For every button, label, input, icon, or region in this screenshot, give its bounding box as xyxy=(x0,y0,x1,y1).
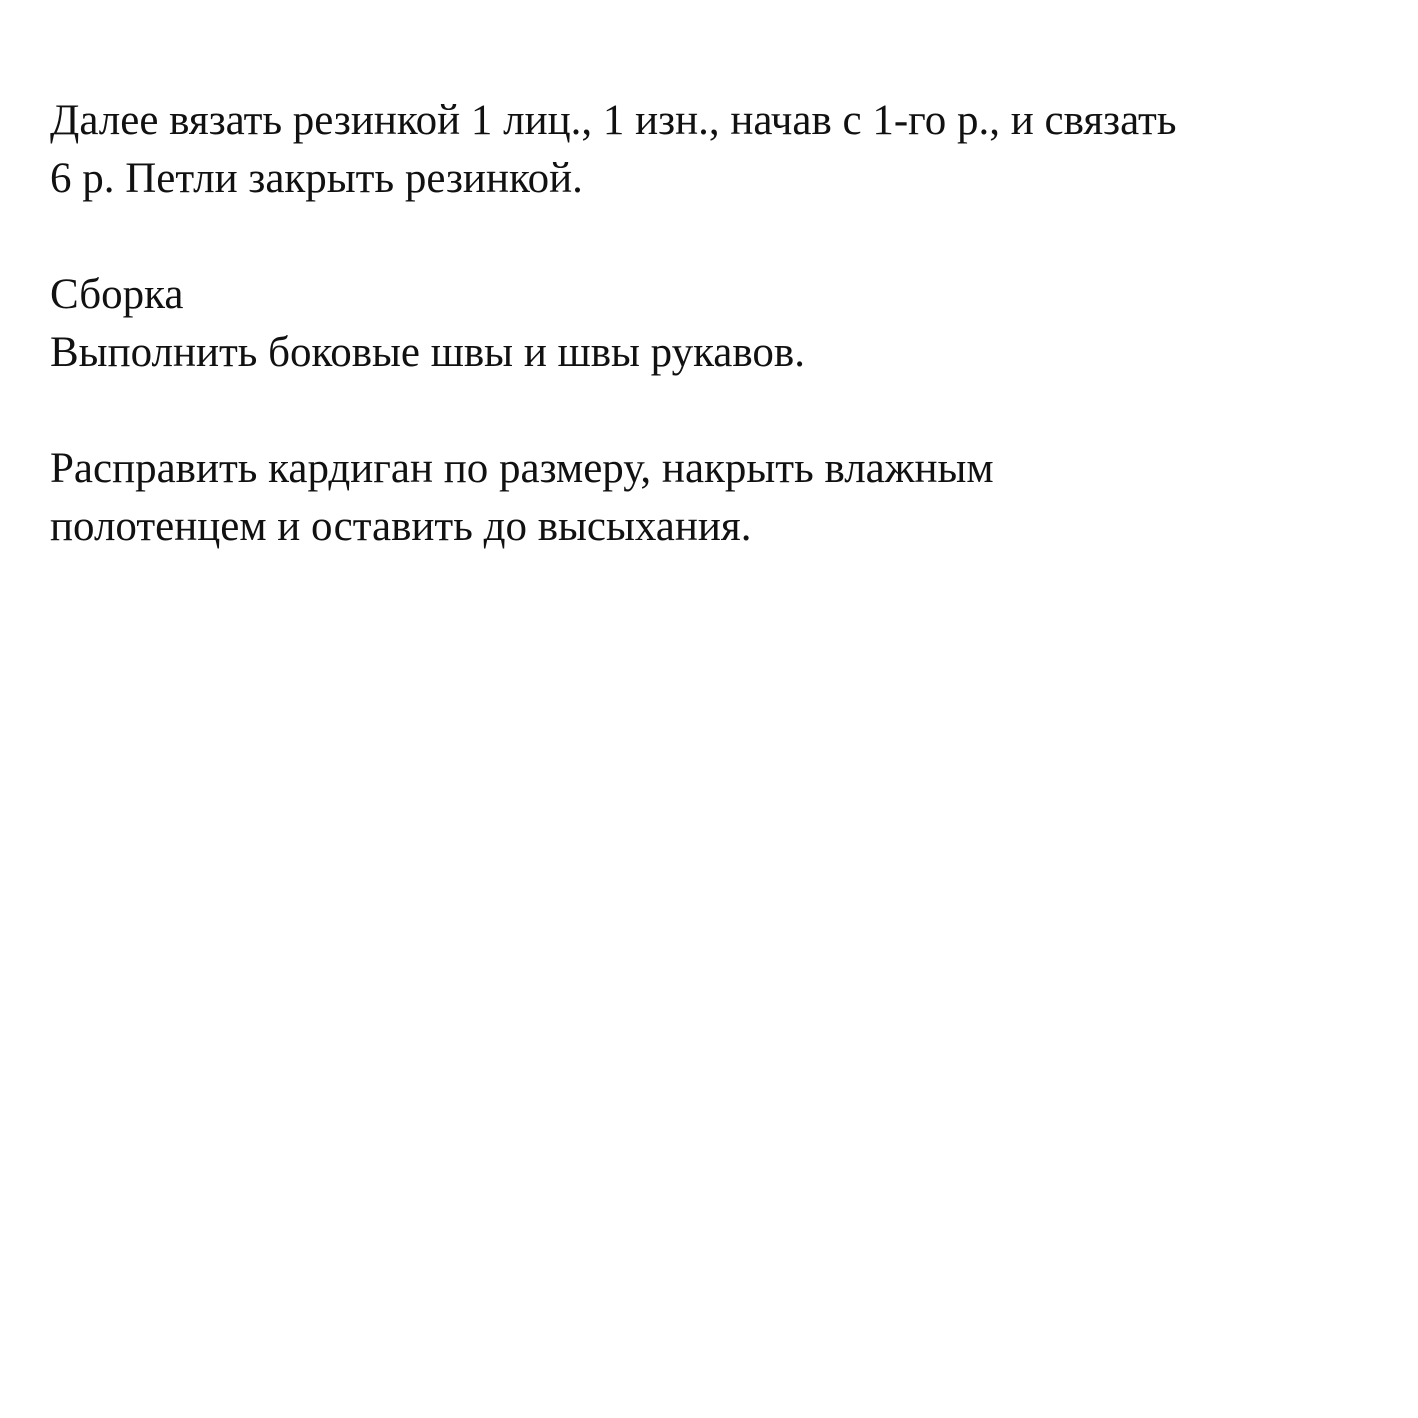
text-line: Расправить кардиган по размеру, накрыть влажным xyxy=(50,445,994,492)
paragraph-rib-finish xyxy=(50,92,1380,208)
text-line: полотенцем и оставить до высыхания. xyxy=(50,503,752,550)
text-line: Далее вязать резинкой 1 лиц., 1 изн., начав с 1-го р., и связать xyxy=(50,97,1177,144)
paragraph-blocking xyxy=(50,440,1380,556)
paragraph-assembly xyxy=(50,266,1380,382)
document-page xyxy=(50,92,1380,614)
text-line: Выполнить боковые швы и швы рукавов. xyxy=(50,329,805,376)
text-line: 6 р. Петли закрыть резинкой. xyxy=(50,155,583,202)
section-heading: Сборка xyxy=(50,271,184,318)
